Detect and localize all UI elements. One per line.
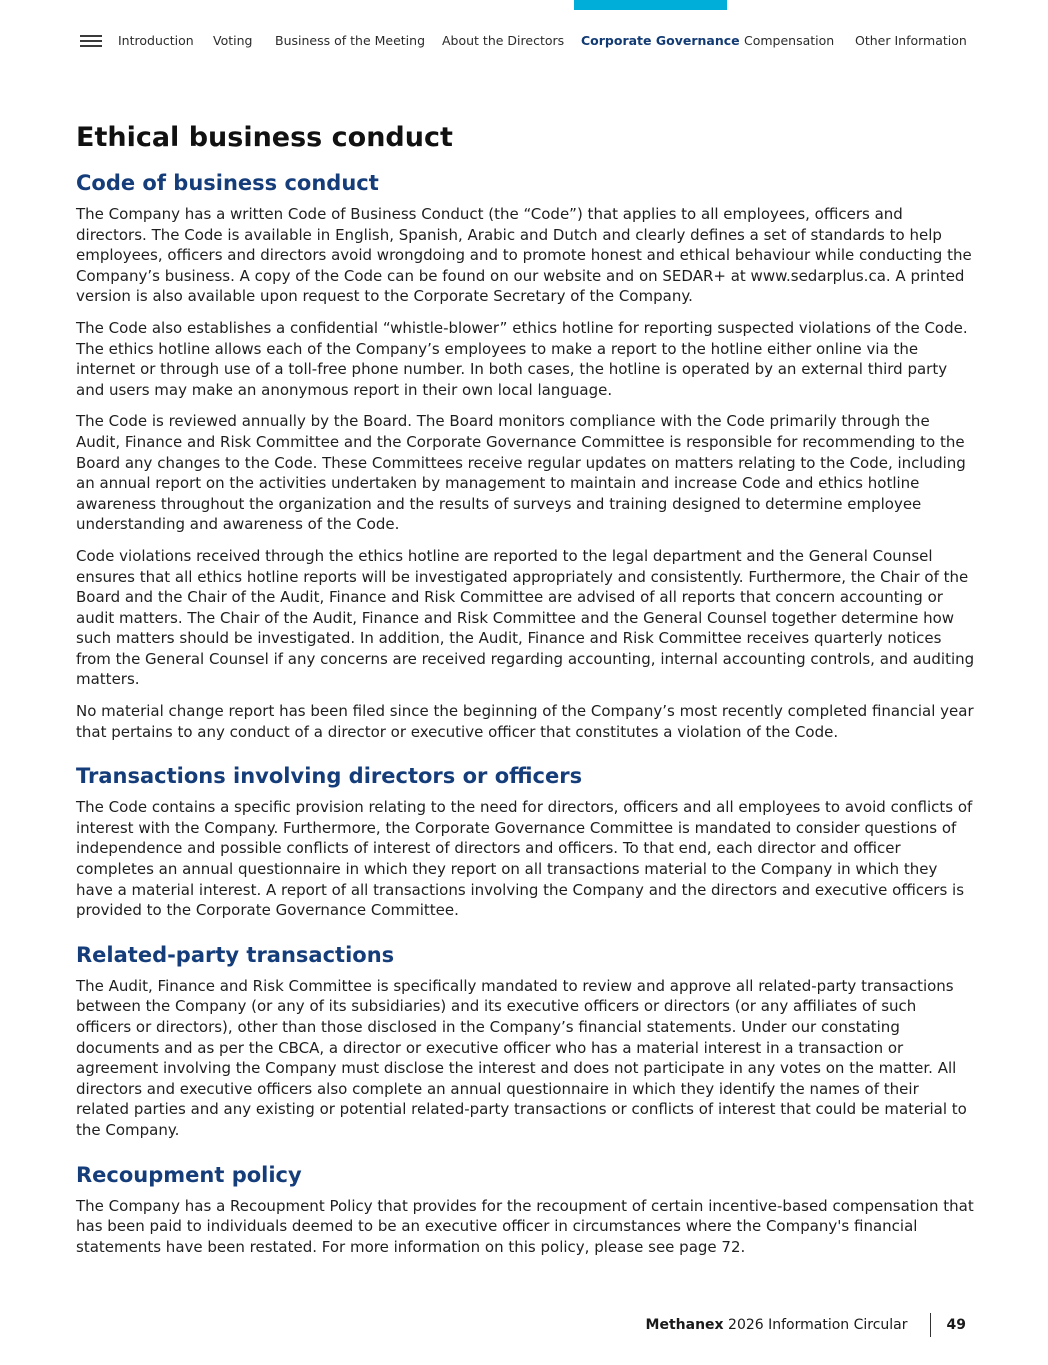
footer-divider bbox=[930, 1313, 931, 1337]
nav-item-other-information[interactable]: Other Information bbox=[855, 33, 967, 48]
section-transactions-involving-directors bbox=[76, 761, 976, 921]
active-tab-indicator bbox=[574, 0, 727, 10]
section-heading: Recoupment policy bbox=[76, 1162, 302, 1187]
paragraph: The Audit, Finance and Risk Committee is specifically mandated to review and approve all related-party transactions between the Company (or any of its subsidiaries) and its executive officers or directors (or any affiliates of such officers or directors), other than those disclosed in the Company’s financial statements. Under our constating documents and as per the CBCA, a director or executive officer who has a material interest in a transaction or agreement involving the Company must disclose the interest and does not participate in any votes on the matter. All directors and executive officers also complete an annual questionnaire in which they identify the names of their related parties and any existing or potential related-party transactions or conflicts of interest that could be material to the Company. bbox=[76, 976, 967, 1139]
nav-item-about-the-directors[interactable]: About the Directors bbox=[442, 33, 565, 48]
main-content bbox=[76, 118, 976, 1268]
section-heading: Transactions involving directors or officers bbox=[76, 764, 583, 789]
nav-item-introduction[interactable]: Introduction bbox=[118, 33, 194, 48]
hamburger-menu-icon[interactable] bbox=[80, 35, 102, 49]
nav-item-business-of-the-meeting[interactable]: Business of the Meeting bbox=[275, 33, 425, 48]
footer-brand: Methanex bbox=[645, 1317, 724, 1333]
section-heading: Code of business conduct bbox=[76, 171, 379, 195]
page-footer bbox=[646, 1313, 966, 1337]
section-code-of-business-conduct bbox=[76, 168, 976, 742]
section-recoupment-policy bbox=[76, 1160, 976, 1258]
paragraph: The Code is reviewed annually by the Board. The Board monitors compliance with the Code primarily through the Audit, Finance and Risk Committee and the Corporate Governance Committee is responsible for recommending to the Board any changes to the Code. These Committees receive regular updates on matters relating to the Code, including an annual report on the activities undertaken by management to maintain and increase Code and ethics hotline awareness throughout the organization and the results of surveys and training designed to determine employee understanding and awareness of the Code. bbox=[76, 412, 966, 534]
nav-item-compensation[interactable]: Compensation bbox=[744, 33, 835, 48]
page-number: 49 bbox=[946, 1317, 966, 1333]
section-related-party-transactions bbox=[76, 940, 976, 1141]
paragraph: The Company has a Recoupment Policy that provides for the recoupment of certain incentive-based compensation that has been paid to individuals deemed to be an executive officer in circumstances where the Company's financial statements have been restated. For more information on this policy, please see page 72. bbox=[76, 1196, 974, 1256]
paragraph: The Code contains a specific provision relating to the need for directors, officers and all employees to avoid conflicts of interest with the Company. Furthermore, the Corporate Governance Committee is mandated to consider questions of independence and possible conflicts of interest of directors and officers. To that end, each director and officer completes an annual questionnaire in which they report on all transactions material to the Company in which they have a material interest. A report of all transactions involving the Company and the directors and executive officers is provided to the Corporate Governance Committee. bbox=[76, 798, 973, 920]
top-navigation bbox=[0, 0, 1048, 70]
nav-item-voting[interactable]: Voting bbox=[213, 33, 253, 48]
footer-document-title: 2026 Information Circular bbox=[728, 1317, 908, 1333]
paragraph: No material change report has been filed since the beginning of the Company’s most recently completed financial year that pertains to any conduct of a director or executive officer that constitutes a violation of the Code. bbox=[76, 702, 974, 741]
paragraph: The Company has a written Code of Business Conduct (the “Code”) that applies to all employees, officers and directors. The Code is available in English, Spanish, Arabic and Dutch and clearly defines a set of standards to help employees, officers and directors avoid wrongdoing and to promote honest and ethical behaviour while conducting the Company’s business. A copy of the Code can be found on our website and on SEDAR+ at www.sedarplus.ca. A printed version is also available upon request to the Corporate Secretary of the Company. bbox=[76, 205, 972, 306]
page-title: Ethical business conduct bbox=[76, 122, 453, 153]
paragraph: The Code also establishes a confidential “whistle-blower” ethics hotline for reporting suspected violations of the Code. The ethics hotline allows each of the Company’s employees to make a report to the hotline either online via the internet or through use of a toll-free phone number. In both cases, the hotline is operated by an external third party and users may make an anonymous report in their own local language. bbox=[76, 318, 968, 399]
section-heading: Related-party transactions bbox=[76, 942, 395, 967]
paragraph: Code violations received through the ethics hotline are reported to the legal department and the General Counsel ensures that all ethics hotline reports will be investigated appropriately and consistently. Furthermore, the Chair of the Board and the Chair of the Audit, Finance and Risk Committee are advised of all reports that concern accounting or audit matters. The Chair of the Audit, Finance and Risk Committee and the General Counsel together determine how such matters should be investigated. In addition, the Audit, Finance and Risk Committee receives quarterly notices from the General Counsel if any concerns are received regarding accounting, internal accounting controls, and auditing matters. bbox=[76, 546, 975, 689]
nav-item-corporate-governance[interactable]: Corporate Governance bbox=[581, 33, 740, 48]
